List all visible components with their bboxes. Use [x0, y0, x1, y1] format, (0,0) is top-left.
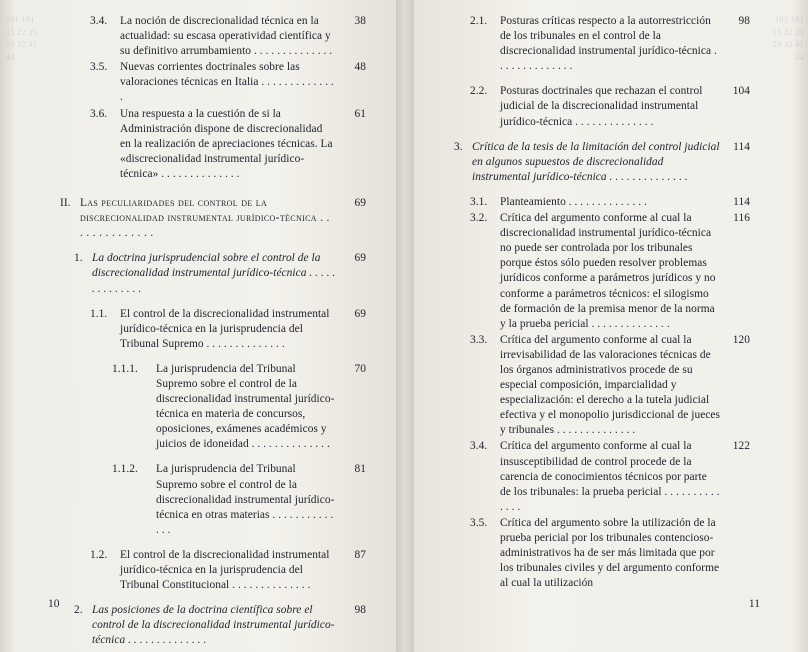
toc-entry-page: 70	[354, 362, 366, 375]
toc-entry-title: Posturas doctrinales que rechazan el control judicial de la discrecionalidad instrumental jurídico-técnica . . . . . . . . . . . . . .	[500, 85, 703, 128]
toc-entry-title: Planteamiento . . . . . . . . . . . . . .	[500, 195, 647, 208]
toc-entry-page: 69	[354, 197, 366, 210]
toc-entry-page: 116	[733, 212, 750, 225]
toc-spacer	[440, 186, 750, 195]
toc-spacer	[60, 453, 366, 462]
toc-entry-title: Las peculiaridades del control de la discrecionalidad instrumental jurídico-técnica . . . . . . . . . . . . . .	[80, 197, 330, 240]
toc-entry[interactable]	[90, 14, 366, 59]
toc-spacer	[60, 353, 366, 362]
toc-entry-page: 120	[732, 333, 750, 346]
toc-entry-title: Crítica del argumento sobre la utilización de la prueba pericial por los tribunales contencioso-administrativos ha de ser más limitada que por los tribunales civiles y del argumento conforme al cual la utilización	[500, 516, 720, 590]
toc-entry-number: 2.1.	[470, 15, 488, 27]
toc-entry-page: 61	[354, 107, 366, 120]
toc-entry[interactable]	[470, 439, 750, 514]
toc-entry[interactable]	[454, 140, 750, 185]
toc-entry[interactable]	[90, 60, 366, 105]
toc-entry[interactable]	[90, 307, 366, 352]
toc-entry-title: Nuevas corrientes doctrinales sobre las valoraciones técnicas en Italia . . . . . . . . . . . . . .	[120, 61, 334, 104]
toc-entry-title: La doctrina jurisprudencial sobre el control de la discrecionalidad instrumental jurídico-técnica . . . . . . . . . . . . . .	[92, 252, 336, 295]
toc-entry-title: Crítica del argumento conforme al cual la insusceptibilidad de control procede de la carencia de conocimientos técnicos por parte de los tribunales: la prueba pericial . . . . . . . . . . . . . .	[500, 440, 720, 513]
toc-entry[interactable]	[90, 107, 366, 182]
bleed-through-right: 181 181 15 22 25 29 32 41 44	[772, 15, 804, 62]
toc-entry-title: La noción de discrecionalidad técnica en la actualidad: su escasa operatividad científica y su definitivo arrumbamiento . . . . . . . . . . . . . .	[120, 15, 333, 58]
toc-column-right	[440, 14, 750, 592]
toc-spacer	[440, 75, 750, 84]
toc-spacer	[440, 131, 750, 140]
toc-entry[interactable]	[112, 362, 366, 453]
toc-entry-number: 2.	[74, 604, 83, 617]
toc-entry-number: 3.4.	[90, 15, 108, 27]
toc-entry-page: 114	[733, 195, 750, 208]
toc-spacer	[60, 539, 366, 548]
toc-entry-page: 98	[354, 604, 366, 617]
toc-spacer	[60, 242, 366, 251]
toc-entry-title: Crítica del argumento conforme al cual la irrevisabilidad de las valoraciones técnicas de los órganos administrativos procede de su especial composición, imparcialidad y especialización: el derecho a la tutela judicial efectiva y el monopolio jurisdiccional de jueces y tribunales . . . . . . . . . . . . . .	[500, 333, 721, 437]
toc-entry[interactable]	[470, 84, 750, 129]
toc-entry-page: 48	[354, 61, 366, 74]
toc-entry-page: 69	[354, 252, 366, 265]
toc-entry-number: II.	[60, 197, 71, 210]
toc-entry-number: 3.5.	[90, 61, 108, 74]
toc-entry-title: Crítica del argumento conforme al cual la discrecionalidad instrumental jurídico-técnica no puede ser controlada por los tribunales porque éstos sólo pueden resolver problemas jurídicos conforme a parámetros jurídicos y no conforme a parámetros técnicos: el silogismo de formación de la premisa menor de la norma y la prueba pericial . . . . . . . . . . . . . .	[500, 212, 716, 330]
toc-entry-number: 3.2.	[470, 212, 488, 225]
toc-spacer	[60, 594, 366, 603]
toc-entry[interactable]	[112, 462, 366, 537]
toc-entry-page: 122	[732, 440, 750, 453]
toc-entry-page: 114	[733, 140, 750, 153]
toc-entry-title: Posturas críticas respecto a la autorrestricción de los tribunales en el control de la discrecionalidad instrumental jurídico-técnica . . . . . . . . . . . . . .	[500, 15, 717, 73]
toc-column-left	[60, 14, 366, 649]
toc-entry-title: El control de la discrecionalidad instrumental jurídico-técnica en la jurisprudencia del Tribunal Constitucional . . . . . . . . . . . . . .	[120, 548, 330, 592]
toc-entry-page: 104	[732, 85, 750, 98]
toc-entry-number: 3.1.	[470, 195, 488, 208]
toc-entry[interactable]	[90, 548, 366, 593]
toc-entry[interactable]	[60, 196, 366, 241]
toc-spacer	[60, 183, 366, 196]
toc-entry[interactable]	[74, 251, 366, 296]
toc-entry-number: 1.2.	[90, 548, 108, 561]
toc-entry[interactable]	[470, 211, 750, 332]
toc-entry-number: 1.	[74, 252, 83, 265]
toc-entry-page: 38	[354, 15, 366, 27]
toc-entry-number: 1.1.	[90, 307, 108, 320]
toc-entry[interactable]	[74, 603, 366, 648]
toc-entry-title: El control de la discrecionalidad instrumental jurídico-técnica en la jurisprudencia del Tribunal Supremo . . . . . . . . . . . . . .	[120, 307, 330, 350]
toc-entry-page: 69	[354, 307, 366, 320]
toc-entry-page: 98	[738, 15, 750, 27]
toc-entry[interactable]	[470, 516, 750, 591]
book-gutter	[396, 0, 414, 652]
toc-entry-title: Una respuesta a la cuestión de si la Administración dispone de discrecionalidad en la realización de apreciaciones técnicas. La «discrecionalidad instrumental jurídico-técnica» . . . . . . . . . . . . . .	[120, 107, 333, 180]
toc-entry-title: La jurisprudencia del Tribunal Supremo sobre el control de la discrecionalidad instrumental jurídico-técnica en materia de concursos, oposiciones, exámenes académicos y juicios de idoneidad . . . . . . . . . . . . . .	[156, 362, 335, 451]
toc-entry-page: 81	[354, 463, 366, 476]
toc-entry-page: 87	[354, 548, 366, 561]
toc-entry[interactable]	[470, 333, 750, 439]
toc-entry-number: 1.1.1.	[112, 362, 138, 375]
toc-entry-number: 2.2.	[470, 85, 488, 98]
folio-right: 11	[748, 598, 760, 610]
toc-entry-title: La jurisprudencia del Tribunal Supremo sobre el control de la discrecionalidad instrumental jurídico-técnica en otras materias . . . . . . . . . . . . . .	[156, 463, 335, 536]
toc-spacer	[60, 298, 366, 307]
toc-entry-number: 3.5.	[470, 516, 488, 529]
toc-entry-title: Las posiciones de la doctrina científica sobre el control de la discrecionalidad instrumental jurídico-técnica . . . . . . . . . . . . . .	[92, 604, 335, 647]
toc-entry-number: 3.3.	[470, 333, 488, 346]
toc-entry-number: 3.	[454, 140, 463, 153]
toc-entry-number: 1.1.2.	[112, 463, 138, 476]
toc-entry-number: 3.4.	[470, 440, 488, 453]
toc-entry[interactable]	[470, 14, 750, 74]
toc-entry-number: 3.6.	[90, 107, 108, 120]
toc-entry-title: Crítica de la tesis de la limitación del control judicial en algunos supuestos de discrecionalidad instrumental jurídico-técnica . . . . . . . . . . . . . .	[472, 140, 720, 183]
folio-left: 10	[48, 598, 60, 610]
bleed-through-left: 181 181 15 22 25 29 32 41 44	[6, 15, 38, 62]
toc-entry[interactable]	[470, 195, 750, 210]
